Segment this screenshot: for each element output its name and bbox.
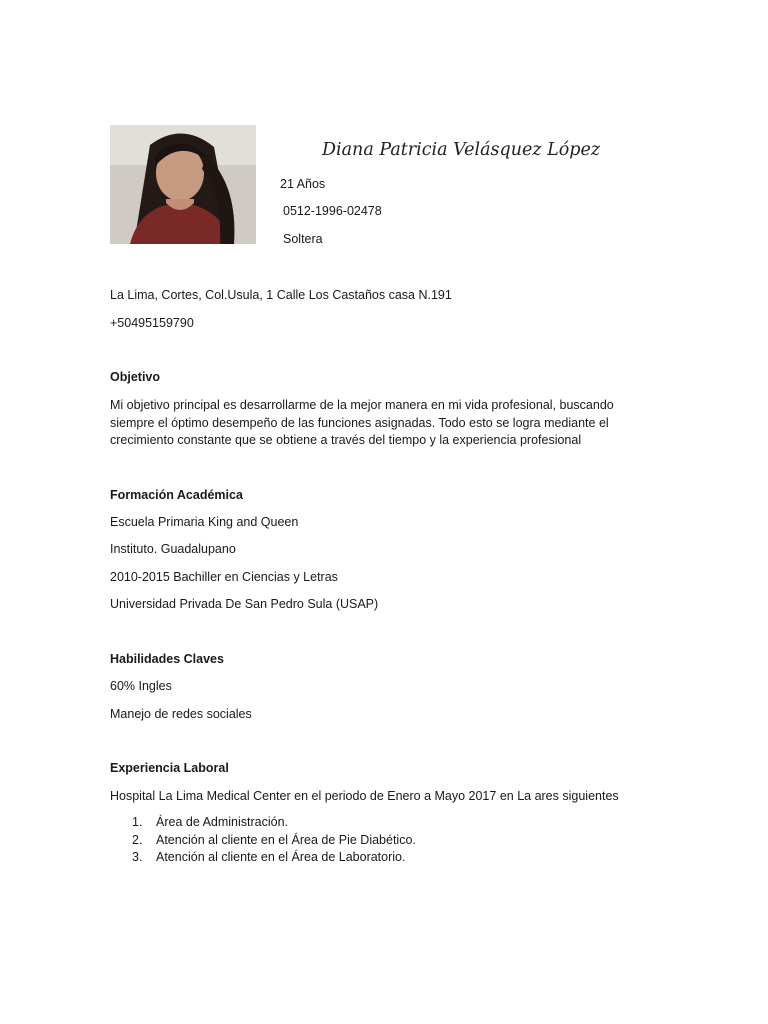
list-number: 3. bbox=[132, 850, 143, 864]
id-number: 0512-1996-02478 bbox=[283, 204, 382, 218]
skill-item: Manejo de redes sociales bbox=[110, 707, 252, 721]
list-text: Atención al cliente en el Área de Pie Diabético. bbox=[156, 832, 416, 847]
list-item bbox=[132, 814, 416, 832]
profile-photo bbox=[110, 125, 256, 244]
objective-heading: Objetivo bbox=[110, 370, 161, 384]
education-item: 2010-2015 Bachiller en Ciencias y Letras bbox=[110, 570, 338, 584]
objective-text: Mi objetivo principal es desarrollarme de la mejor manera en mi vida profesional, buscando siempre el óptimo desempeño de las funciones asignadas. Todo esto se logra mediante el crecimiento constante que se obtiene a través del tiempo y la experiencia profesional bbox=[110, 398, 614, 447]
list-number: 1. bbox=[132, 815, 143, 829]
list-item bbox=[132, 832, 416, 850]
list-number: 2. bbox=[132, 832, 143, 847]
age: 21 Años bbox=[280, 177, 326, 191]
list-text: Atención al cliente en el Área de Laboratorio. bbox=[156, 850, 406, 864]
phone: +50495159790 bbox=[110, 316, 194, 330]
experience-list bbox=[132, 814, 416, 867]
skill-item: 60% Ingles bbox=[110, 679, 172, 693]
experience-heading: Experiencia Laboral bbox=[110, 761, 229, 775]
experience-intro: Hospital La Lima Medical Center en el periodo de Enero a Mayo 2017 en La ares siguientes bbox=[110, 789, 619, 803]
list-item bbox=[132, 849, 416, 867]
skills-heading: Habilidades Claves bbox=[110, 652, 224, 666]
civil-status: Soltera bbox=[283, 232, 323, 246]
address: La Lima, Cortes, Col.Usula, 1 Calle Los Castaños casa N.191 bbox=[110, 288, 452, 302]
list-text: Área de Administración. bbox=[156, 815, 289, 829]
education-item: Universidad Privada De San Pedro Sula (USAP) bbox=[110, 597, 379, 611]
education-heading: Formación Académica bbox=[110, 488, 243, 502]
education-item: Instituto. Guadalupano bbox=[110, 542, 236, 556]
full-name: Diana Patricia Velásquez López bbox=[322, 140, 601, 160]
education-item: Escuela Primaria King and Queen bbox=[110, 515, 299, 529]
